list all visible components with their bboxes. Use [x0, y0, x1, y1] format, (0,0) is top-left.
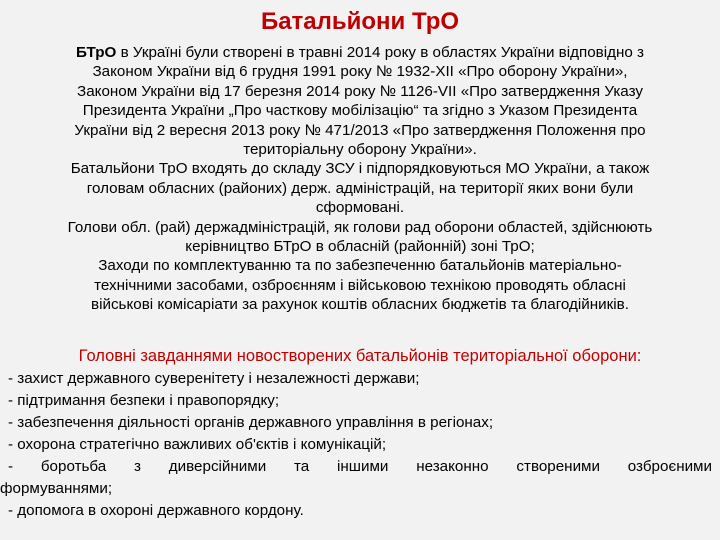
- paragraph-1-line-2: Законом України від 6 грудня 1991 року № 1932-XII «Про оборону України»,: [92, 63, 628, 81]
- list-item: - захист державного суверенітету і незалежності держави;: [8, 370, 420, 387]
- body-text: [6, 43, 714, 315]
- paragraph-4-line-1: Заходи по комплектуванню та по забезпеченню батальйонів матеріально-: [98, 257, 622, 275]
- paragraph-1-line-5: України від 2 вересня 2013 року № 471/2013 «Про затвердження Положення про: [74, 121, 646, 139]
- paragraph-1-line-3: Законом України від 17 березня 2014 року № 1126-VII «Про затвердження Указу: [77, 82, 643, 100]
- paragraph-2-line-1: Батальйони ТрО входять до складу ЗСУ і підпорядковуються МО України, а також: [70, 160, 650, 178]
- abbr-btro: БТрО: [76, 44, 117, 61]
- tasks-heading: Головні завданнями новостворених батальйонів територіальної оборони:: [78, 347, 642, 365]
- paragraph-2-line-3: сформовані.: [315, 199, 405, 217]
- paragraph-3-line-1: Голови обл. (рай) держадміністрацій, як голови рад оборони областей, здійснюють: [67, 218, 653, 236]
- list-item-continuation: формуваннями;: [0, 480, 113, 497]
- list-item: - забезпечення діяльності органів державного управління в регіонах;: [8, 414, 494, 431]
- paragraph-1-line-6: територіальну оборону України».: [243, 141, 477, 159]
- slide-title: Батальйони ТрО: [260, 8, 460, 35]
- paragraph-2-line-2: головам обласних (районих) держ. адміністрацій, на території яких вони були: [86, 179, 634, 197]
- paragraph-1-line-1: [6, 43, 714, 62]
- paragraph-1-line-4: Президента України „Про часткову мобілізацію“ та згідно з Указом Президента: [82, 102, 638, 120]
- list-item: - підтримання безпеки і правопорядку;: [8, 392, 280, 409]
- tasks-list: [0, 368, 712, 522]
- paragraph-3-line-2: керівництво БТрО в обласній (районній) зоні ТрО;: [185, 238, 535, 256]
- paragraph-4-line-2: технічними засобами, озброєнням і військовою технікою проводять обласні: [94, 276, 626, 294]
- paragraph-4-line-3: військові комісаріати за рахунок коштів обласних бюджетів та благодійників.: [91, 296, 629, 314]
- list-item: - боротьба з диверсійними та іншими незаконно створеними озброєними: [8, 458, 712, 475]
- list-item: - охорона стратегічно важливих об'єктів і комунікацій;: [8, 436, 387, 453]
- list-item: - допомога в охороні державного кордону.: [8, 502, 304, 519]
- paragraph-1-line-1-rest: в Україні були створені в травні 2014 року в областях України відповідно з: [116, 44, 644, 61]
